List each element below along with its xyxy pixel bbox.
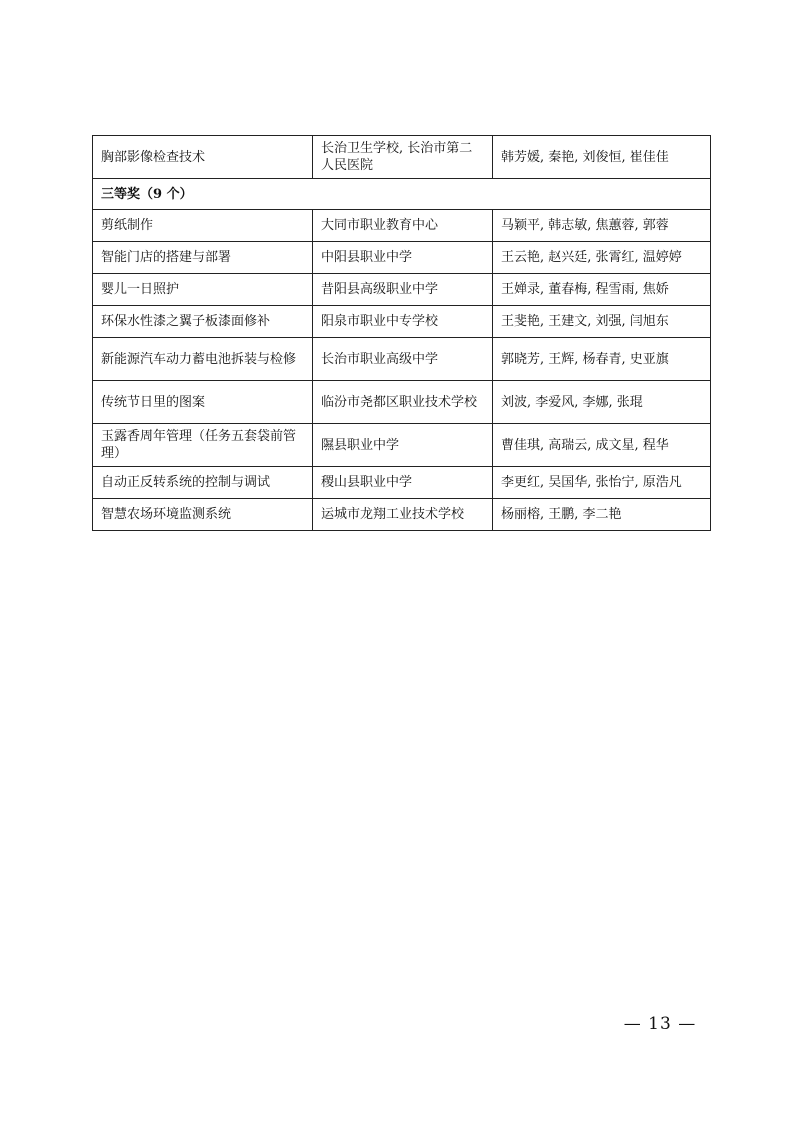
- table-row: [93, 210, 711, 242]
- project-cell: 智能门店的搭建与部署: [93, 242, 313, 274]
- table-row: [93, 306, 711, 338]
- section-title: 三等奖（9 个）: [93, 179, 711, 210]
- school-cell: 长治市职业高级中学: [313, 338, 493, 381]
- table-row: [93, 467, 711, 499]
- project-cell: 胸部影像检查技术: [93, 136, 313, 179]
- members-cell: 李更红, 吴国华, 张怡宁, 原浩凡: [493, 467, 711, 499]
- project-cell: 环保水性漆之翼子板漆面修补: [93, 306, 313, 338]
- project-cell: 婴儿一日照护: [93, 274, 313, 306]
- members-cell: 曹佳琪, 高瑞云, 成文星, 程华: [493, 424, 711, 467]
- members-cell: 王婵录, 董春梅, 程雪雨, 焦娇: [493, 274, 711, 306]
- project-cell: 智慧农场环境监测系统: [93, 499, 313, 531]
- project-cell: 玉露香周年管理（任务五套袋前管理）: [93, 424, 313, 467]
- members-cell: 王斐艳, 王建文, 刘强, 闫旭东: [493, 306, 711, 338]
- project-cell: 剪纸制作: [93, 210, 313, 242]
- table-row: [93, 338, 711, 381]
- awards-table: [92, 135, 711, 531]
- project-cell: 传统节日里的图案: [93, 381, 313, 424]
- school-cell: 阳泉市职业中专学校: [313, 306, 493, 338]
- members-cell: 韩芳媛, 秦艳, 刘俊恒, 崔佳佳: [493, 136, 711, 179]
- school-cell: 运城市龙翔工业技术学校: [313, 499, 493, 531]
- members-cell: 马颖平, 韩志敏, 焦蕙蓉, 郭蓉: [493, 210, 711, 242]
- school-cell: 隰县职业中学: [313, 424, 493, 467]
- table-row: [93, 242, 711, 274]
- table-row: [93, 499, 711, 531]
- school-cell: 临汾市尧都区职业技术学校: [313, 381, 493, 424]
- page-number: — 13 —: [623, 1014, 697, 1034]
- section-header-row: [93, 179, 711, 210]
- school-cell: 昔阳县高级职业中学: [313, 274, 493, 306]
- school-cell: 中阳县职业中学: [313, 242, 493, 274]
- members-cell: 刘波, 李爱风, 李娜, 张琨: [493, 381, 711, 424]
- school-cell: 大同市职业教育中心: [313, 210, 493, 242]
- table-row: [93, 381, 711, 424]
- members-cell: 王云艳, 赵兴廷, 张霄红, 温婷婷: [493, 242, 711, 274]
- project-cell: 自动正反转系统的控制与调试: [93, 467, 313, 499]
- school-cell: 长治卫生学校, 长治市第二人民医院: [313, 136, 493, 179]
- project-cell: 新能源汽车动力蓄电池拆装与检修: [93, 338, 313, 381]
- school-cell: 稷山县职业中学: [313, 467, 493, 499]
- members-cell: 郭晓芳, 王辉, 杨春青, 史亚旗: [493, 338, 711, 381]
- table-row: [93, 274, 711, 306]
- members-cell: 杨丽榕, 王鹏, 李二艳: [493, 499, 711, 531]
- table-row: [93, 136, 711, 179]
- table-row: [93, 424, 711, 467]
